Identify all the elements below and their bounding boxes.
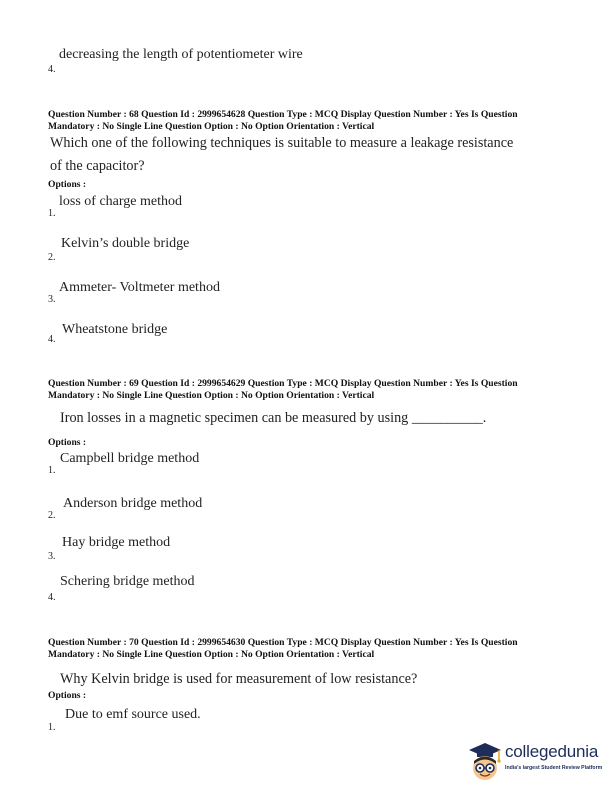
question-text-line1: Why Kelvin bridge is used for measurement of low resistance? [60,671,418,687]
question-meta-line2: Mandatory : No Single Line Question Option : No Option Orientation : Vertical [48,390,375,401]
option-1-text: Campbell bridge method [60,451,200,466]
question-text-line1: Which one of the following techniques is suitable to measure a leakage resistance [50,135,514,151]
question-text-line2: of the capacitor? [50,158,145,174]
option-1-number: 1. [48,465,56,476]
option-2-text: Anderson bridge method [63,496,203,511]
option-1-text: Due to emf source used. [65,707,201,722]
collegedunia-tagline: India's largest Student Review Platform [505,765,603,771]
option-4-text: Wheatstone bridge [62,322,168,337]
options-label: Options : [48,437,87,448]
question-meta-line1: Question Number : 68 Question Id : 2999654628 Question Type : MCQ Display Question Number : Yes Is Question [48,109,518,120]
collegedunia-wordmark: collegedunia [505,742,599,761]
option-3-number: 3. [48,294,56,305]
question-text-line1: Iron losses in a magnetic specimen can be measured by using __________. [60,410,487,426]
graduate-mascot-icon [466,738,504,786]
option-3-text: Ammeter- Voltmeter method [59,280,220,295]
option-2-number: 2. [48,510,56,521]
options-label: Options : [48,179,87,190]
option-3-number: 3. [48,551,56,562]
option-3-text: Hay bridge method [62,535,171,550]
options-label: Options : [48,690,87,701]
option-1-number: 1. [48,208,56,219]
option-4-text: Schering bridge method [60,574,195,589]
question-meta-line2: Mandatory : No Single Line Question Option : No Option Orientation : Vertical [48,649,375,660]
option-1-number: 1. [48,722,56,733]
option-1-text: loss of charge method [59,194,182,209]
prev-option-4-text: decreasing the length of potentiometer wire [59,47,303,62]
option-4-number: 4. [48,334,56,345]
option-2-number: 2. [48,252,56,263]
prev-option-4-number: 4. [48,64,56,75]
question-meta-line1: Question Number : 70 Question Id : 2999654630 Question Type : MCQ Display Question Number : Yes Is Question [48,637,518,648]
option-4-number: 4. [48,592,56,603]
question-meta-line1: Question Number : 69 Question Id : 2999654629 Question Type : MCQ Display Question Number : Yes Is Question [48,378,518,389]
question-meta-line2: Mandatory : No Single Line Question Option : No Option Orientation : Vertical [48,121,375,132]
option-2-text: Kelvin’s double bridge [61,236,190,251]
